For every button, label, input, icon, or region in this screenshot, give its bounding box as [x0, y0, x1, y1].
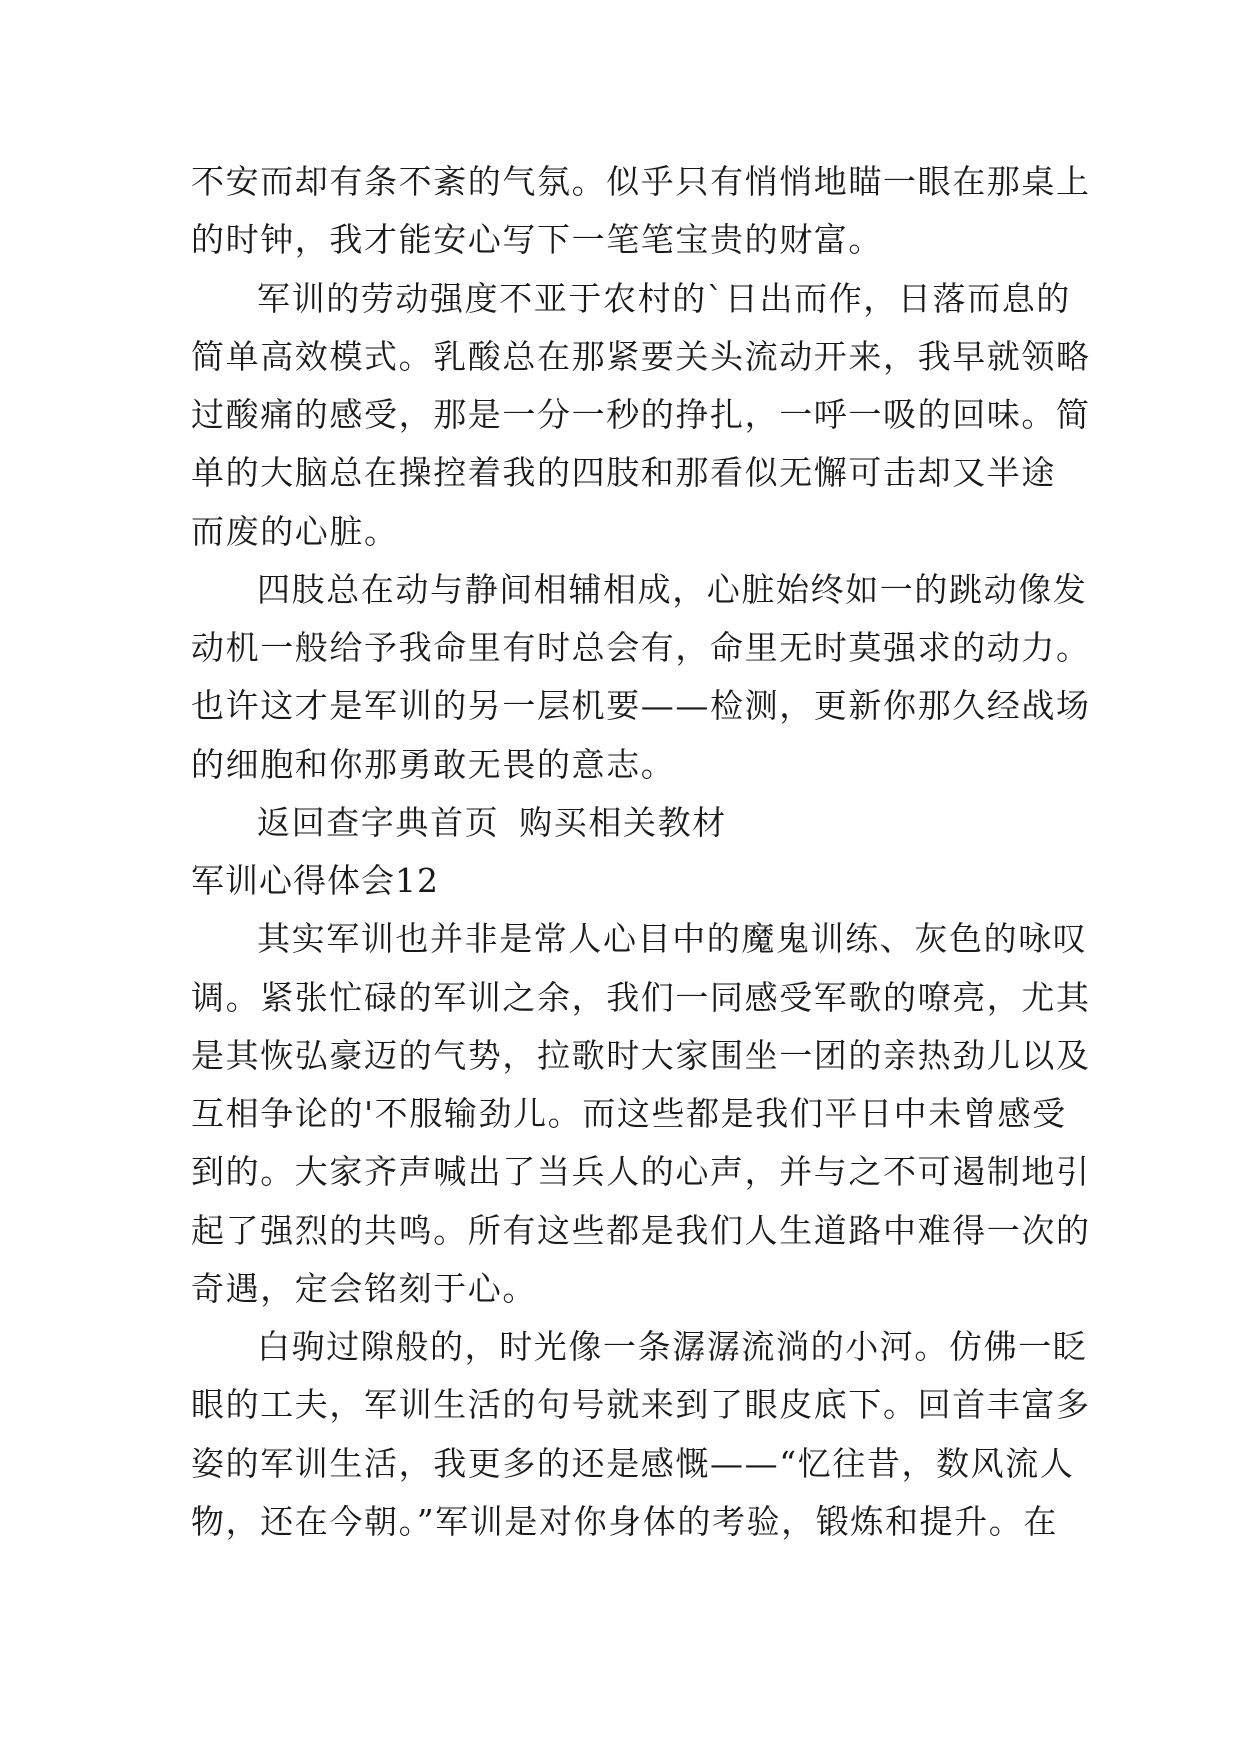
text-line: 起了强烈的共鸣。所有这些都是我们人生道路中难得一次的	[191, 1211, 1091, 1250]
text-line: 单的大脑总在操控着我的四肢和那看似无懈可击却又半途	[191, 453, 1056, 492]
text-line: 调。紧张忙碌的军训之余，我们一同感受军歌的嘹亮，尤其	[191, 978, 1091, 1017]
text-line: 也许这才是军训的另一层机要——检测，更新你那久经战场	[191, 686, 1091, 725]
text-line: 到的。大家齐声喊出了当兵人的心声，并与之不可遏制地引	[191, 1152, 1091, 1191]
home-link[interactable]: 返回查字典首页	[257, 803, 500, 842]
text-line: 过酸痛的感受，那是一分一秒的挣扎，一呼一吸的回味。简	[191, 395, 1091, 434]
text-line: 而废的心脏。	[191, 512, 399, 551]
text-line: 其实军训也并非是常人心目中的魔鬼训练、灰色的咏叹	[257, 919, 1088, 958]
text-line: 动机一般给予我命里有时总会有，命里无时莫强求的动力。	[191, 628, 1091, 667]
text-line: 四肢总在动与静间相辅相成，心脏始终如一的跳动像发	[257, 570, 1088, 609]
section-title: 军训心得体会12	[191, 861, 439, 900]
text-line: 的时钟，我才能安心写下一笔笔宝贵的财富。	[191, 220, 883, 259]
text-line: 互相争论的'不服输劲儿。而这些都是我们平日中未曾感受	[191, 1094, 1067, 1133]
text-line: 白驹过隙般的，时光像一条潺潺流淌的小河。仿佛一眨	[257, 1327, 1088, 1366]
text-line: 是其恢弘豪迈的气势，拉歌时大家围坐一团的亲热劲儿以及	[191, 1036, 1091, 1075]
text-line: 姿的军训生活，我更多的还是感慨——“忆往昔，数风流人	[191, 1444, 1075, 1483]
text-line: 眼的工夫，军训生活的句号就来到了眼皮底下。回首丰富多	[191, 1385, 1091, 1424]
text-line: 军训的劳动强度不亚于农村的`日出而作，日落而息的	[257, 279, 1071, 318]
text-line: 简单高效模式。乳酸总在那紧要关头流动开来，我早就领略	[191, 337, 1091, 376]
text-line: 的细胞和你那勇敢无畏的意志。	[191, 745, 676, 784]
text-line: 物，还在今朝。”军训是对你身体的考验，锻炼和提升。在	[191, 1502, 1058, 1541]
text-line: 不安而却有条不紊的气氛。似乎只有悄悄地瞄一眼在那桌上	[191, 162, 1091, 201]
nav-links	[257, 803, 727, 843]
text-line: 奇遇，定会铭刻于心。	[191, 1269, 537, 1308]
buy-materials-link[interactable]: 购买相关教材	[519, 803, 727, 842]
